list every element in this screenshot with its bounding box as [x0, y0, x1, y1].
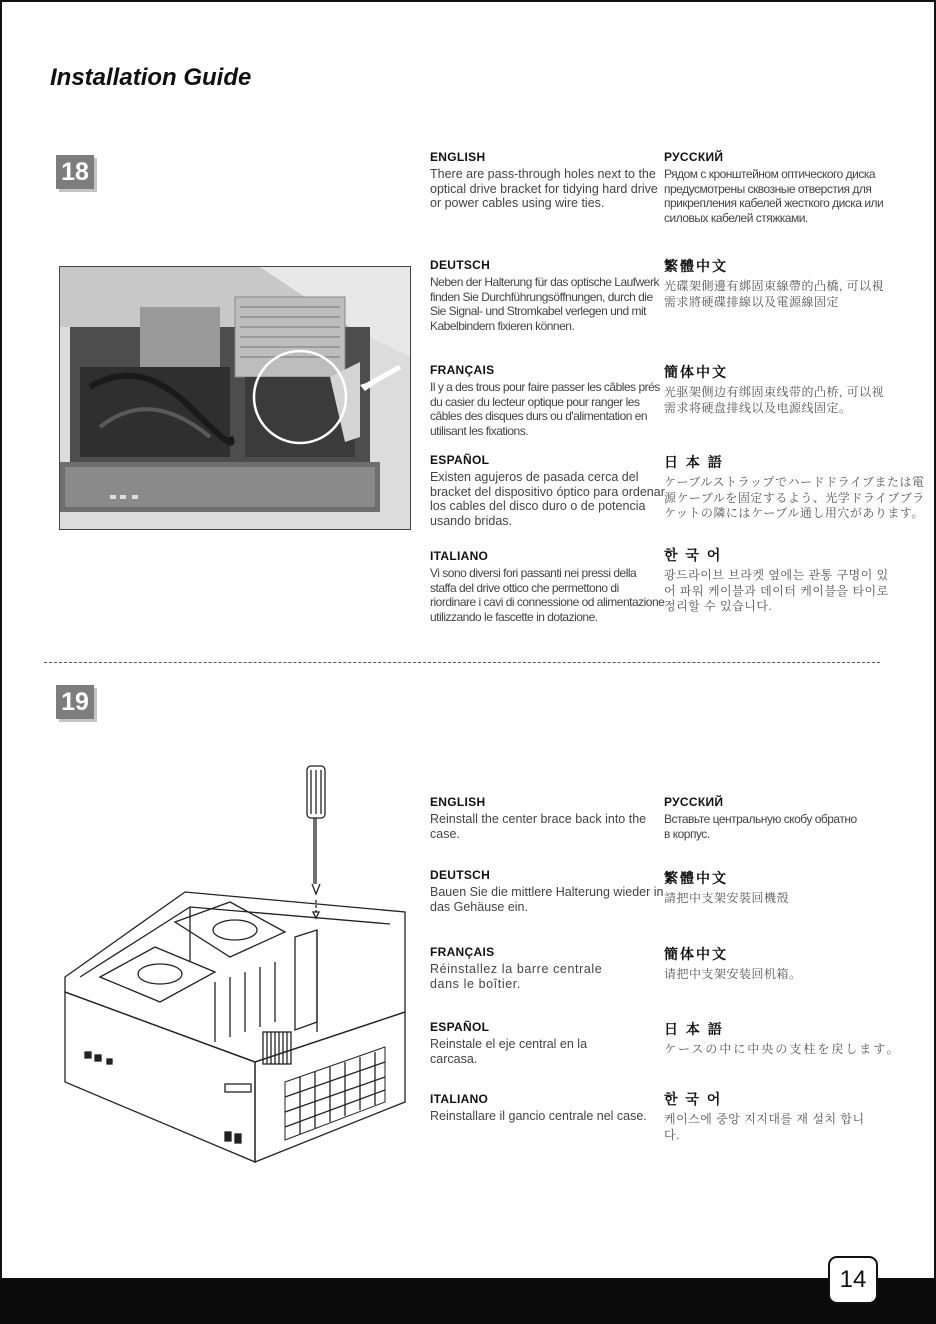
case-interior-photo: [60, 267, 410, 529]
step-19-drawing: [55, 762, 417, 1172]
footer-bar: [0, 1278, 936, 1324]
instruction-text: Réinstallez la barre centrale dans le boîtier.: [430, 962, 603, 991]
step-18-korean: [664, 545, 894, 615]
lang-heading: ITALIANO: [430, 1092, 489, 1106]
instruction-text: 光碟架側邊有綁固束線帶的凸橋, 可以視需求將硬碟排線以及電源線固定: [664, 279, 885, 309]
instruction-text: Bauen Sie die mittlere Halterung wieder in das Gehäuse ein.: [430, 885, 664, 914]
step-19-russian: [664, 795, 864, 841]
step-18-traditional-chinese: [664, 256, 894, 310]
instruction-text: Neben der Halterung für das optische Laufwerk finden Sie Durchführungsöffnungen, durch die Sie Signal- und Stromkabel verlegen und mit Kabelbindern fixieren können.: [430, 275, 659, 333]
lang-heading: 日 本 語: [664, 1021, 724, 1037]
lang-heading: DEUTSCH: [430, 868, 491, 882]
step-18-espanol: [430, 453, 665, 528]
instruction-text: 请把中支架安装回机箱。: [664, 967, 802, 981]
page-title: Installation Guide: [50, 64, 252, 91]
step-18-badge: 18: [56, 155, 94, 189]
step-19-english: [430, 795, 665, 841]
lang-heading: 한 국 어: [664, 1091, 723, 1107]
step-19-badge: 19: [56, 685, 94, 719]
instruction-text: 光驱架侧边有绑固束线带的凸桥, 可以视需求将硬盘排线以及电源线固定。: [664, 385, 885, 415]
lang-heading: РУССКИЙ: [664, 795, 724, 809]
step-18-english: [430, 150, 665, 211]
instruction-text: ケーブルストラップでハードドライブまたは電源ケーブルを固定するよう、光学ドライブブラケットの隣にはケーブル通し用穴があります。: [664, 475, 925, 520]
step-18-photo: [59, 266, 411, 530]
instruction-text: ケースの中に中央の支柱を戻します。: [664, 1042, 901, 1056]
step-19-korean: [664, 1089, 874, 1143]
step-19-simplified-chinese: [664, 944, 894, 983]
instruction-text: Vi sono diversi fori passanti nei pressi della staffa del drive ottico che permettono di riordinare i cavi di connessione od alimentazione utilizzando le fascette in dotazione.: [430, 566, 665, 624]
instruction-text: Рядом с кронштейном оптического диска предусмотрены сквозные отверстия для прикрепления кабелей жесткого диска или силовых кабелей стяжками.: [664, 167, 884, 225]
instruction-text: 請把中支架安裝回機殼: [664, 891, 790, 905]
lang-heading: 繁體中文: [664, 870, 728, 886]
step-19-japanese: [664, 1019, 926, 1058]
step-19-espanol: [430, 1020, 620, 1066]
instruction-text: There are pass-through holes next to the optical drive bracket for tidying hard drive or power cables using wire ties.: [430, 167, 658, 211]
step-19-traditional-chinese: [664, 868, 894, 907]
instruction-text: 광드라이브 브라켓 옆에는 관통 구명이 있어 파워 케이블과 데이터 케이블을 타이로 정리할 수 있습니다.: [664, 568, 889, 613]
instruction-text: Existen agujeros de pasada cerca del bracket del dispositivo óptico para ordenar los cables del disco duro o de potencia usando bridas.: [430, 470, 665, 528]
lang-heading: 日 本 語: [664, 454, 724, 470]
instruction-text: 케이스에 중앙 지지대를 재 설치 합니다.: [664, 1112, 865, 1142]
lang-heading: ENGLISH: [430, 150, 486, 164]
instruction-text: Вставьте центральную скобу обратно в корпус.: [664, 812, 857, 841]
section-divider: [44, 662, 880, 663]
step-18-francais: [430, 363, 665, 438]
lang-heading: 簡体中文: [664, 364, 728, 380]
step-19-francais: [430, 945, 630, 991]
instruction-text: Il y a des trous pour faire passer les câbles prés du casier du lecteur optique pour ranger les câbles des disques durs ou d'alimentation en utilisant les fixations.: [430, 380, 660, 438]
lang-heading: 한 국 어: [664, 547, 723, 563]
lang-heading: ITALIANO: [430, 549, 489, 563]
lang-heading: РУССКИЙ: [664, 150, 724, 164]
step-18-japanese: [664, 452, 926, 522]
lang-heading: DEUTSCH: [430, 258, 491, 272]
lang-heading: 簡体中文: [664, 946, 728, 962]
step-18-deutsch: [430, 258, 665, 333]
instruction-text: Reinstale el eje central en la carcasa.: [430, 1037, 588, 1066]
step-18-russian: [664, 150, 894, 225]
page-border-left: [0, 0, 2, 1280]
lang-heading: ENGLISH: [430, 795, 486, 809]
instruction-text: Reinstall the center brace back into the case.: [430, 812, 647, 841]
lang-heading: 繁體中文: [664, 258, 728, 274]
page-number: 14: [828, 1256, 878, 1304]
lang-heading: FRANÇAIS: [430, 945, 495, 959]
page-border-top: [0, 0, 936, 2]
lang-heading: ESPAÑOL: [430, 1020, 490, 1034]
step-18-simplified-chinese: [664, 362, 894, 416]
step-19-deutsch: [430, 868, 665, 914]
case-line-drawing: [55, 762, 417, 1172]
lang-heading: FRANÇAIS: [430, 363, 495, 377]
step-18-italiano: [430, 549, 665, 624]
lang-heading: ESPAÑOL: [430, 453, 490, 467]
step-19-italiano: [430, 1092, 650, 1124]
instruction-text: Reinstallare il gancio centrale nel case.: [430, 1109, 647, 1123]
